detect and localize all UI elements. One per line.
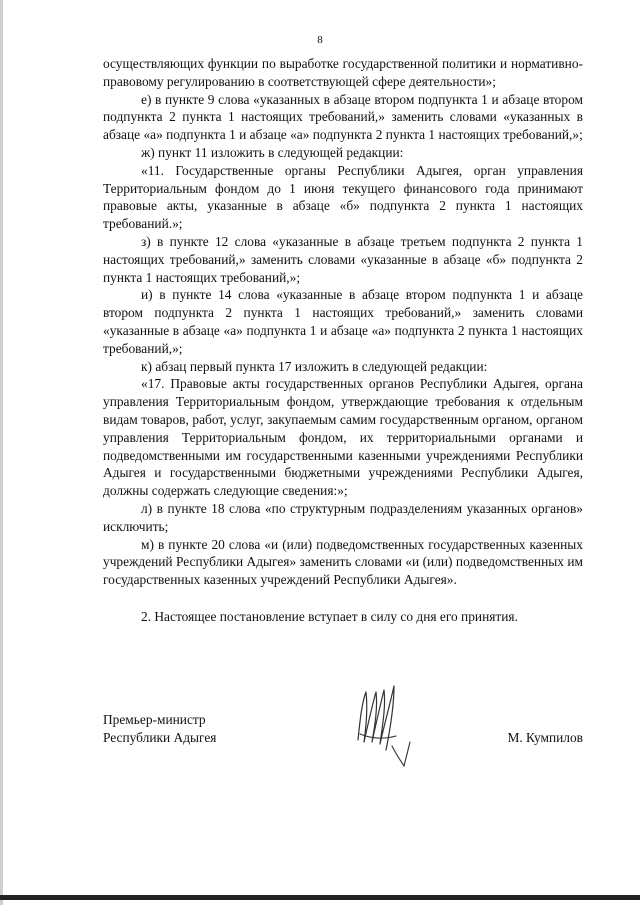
- signatory-position-line1: Премьер-министр: [103, 712, 206, 727]
- signatory-name: М. Кумпилов: [507, 730, 583, 745]
- handwritten-signature-icon: [352, 680, 412, 770]
- paragraph-item-m: м) в пункте 20 слова «и (или) подведомственных государственных казенных учреждений Республики Адыгея» заменить словами «и (или) подведомственных им государственных казенных учреждений Республики Адыгея».: [103, 536, 583, 588]
- signatory-position: [103, 711, 216, 747]
- paragraph-item-i: и) в пункте 14 слова «указанные в абзаце втором подпункта 1 и абзаце втором подпункта 2 пункта 1 настоящих требований,» заменить словами «указанные в абзаце «а» подпункта 1 и абзаце «а» подпункта 2 пункта 1 настоящих требований,»;: [103, 287, 583, 356]
- paragraph-item-k: к) абзац первый пункта 17 изложить в следующей редакции:: [141, 358, 488, 374]
- page-number: 8: [317, 34, 323, 46]
- scan-bottom-border: [0, 895, 640, 900]
- paragraph-continuation: осуществляющих функции по выработке государственной политики и нормативно-правовому регулированию в соответствующей сфере деятельности»;: [103, 56, 583, 89]
- paragraph-point-11: «11. Государственные органы Республики Адыгея, орган управления Территориальным фондом до 1 июня текущего финансового года принимают правовые акты, указанные в абзаце «б» подпункта 2 пункта 1 настоящих требований.»;: [103, 162, 583, 232]
- signatory-position-line2: Республики Адыгея: [103, 730, 217, 745]
- document-body: [103, 55, 583, 626]
- paragraph-item-zh: ж) пункт 11 изложить в следующей редакции:: [141, 144, 404, 160]
- scan-left-edge: [0, 0, 3, 905]
- paragraph-item-e: е) в пункте 9 слова «указанных в абзаце втором подпункта 1 и абзаце втором подпункта 2 пункта 1 настоящих требований,» заменить словами «указанных в абзаце «а» подпункта 1 и абзаце «а» подпункта 2 пункта 1 настоящих требований,»;: [103, 91, 583, 143]
- paragraph-effective-date: 2. Настоящее постановление вступает в силу со дня его принятия.: [141, 608, 518, 624]
- paragraph-point-17: «17. Правовые акты государственных органов Республики Адыгея, органа управления Территориальным фондом, утверждающие требования к отдельным видам товаров, работ, услуг, закупаемым самим государственным органом, органом управления Территориальным фондом, их территориальными органами и подведомственными им государственными казенными учреждениями Республики Адыгея и государственными бюджетными учреждениями Республики Адыгея, должны содержать следующие сведения:»;: [103, 376, 583, 499]
- paragraph-item-l: л) в пункте 18 слова «по структурным подразделениям указанных органов» исключить;: [103, 500, 583, 534]
- paragraph-item-z: з) в пункте 12 слова «указанные в абзаце третьем подпункта 2 пункта 1 настоящих требований,» заменить словами «указанные в абзаце «б» подпункта 2 пункта 1 настоящих требований,»;: [103, 233, 583, 285]
